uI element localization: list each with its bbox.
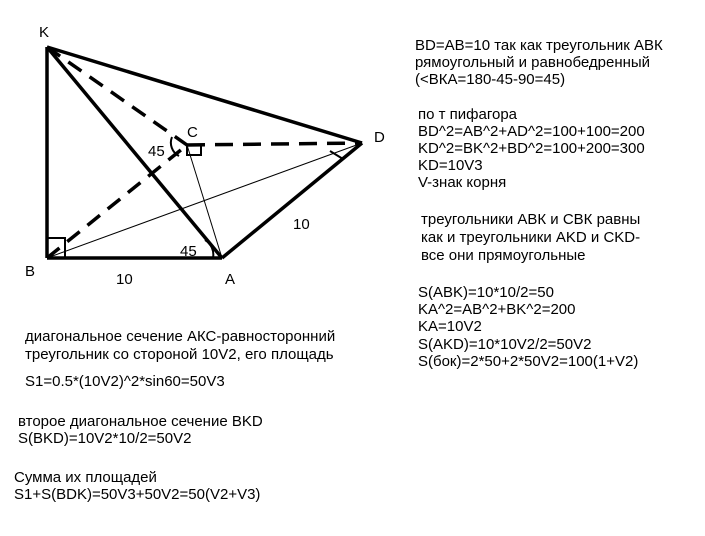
angle-label-c: 45 bbox=[148, 143, 165, 160]
edge-kd bbox=[47, 47, 362, 143]
note-line: BD=AB=10 так как треугольник АВК bbox=[415, 37, 663, 54]
note-line: S1=0.5*(10V2)^2*sin60=50V3 bbox=[25, 373, 225, 390]
note-line: рямоугольный и равнобедренный bbox=[415, 54, 651, 71]
note-line: по т пифагора bbox=[418, 106, 518, 123]
edge-ad bbox=[222, 143, 362, 258]
angle-arc-a bbox=[205, 240, 213, 258]
note-line: Сумма их площадей bbox=[14, 469, 157, 486]
note-line: S(ABK)=10*10/2=50 bbox=[418, 284, 554, 301]
note-line: V-знак корня bbox=[418, 174, 507, 191]
point-label-d: D bbox=[374, 129, 385, 146]
note-line: BD^2=AB^2+AD^2=100+100=200 bbox=[418, 123, 645, 140]
edge-bc bbox=[47, 145, 187, 258]
note-line: треугольники АВК и СВК равны bbox=[421, 211, 641, 228]
edge-label-ad: 10 bbox=[293, 216, 310, 233]
point-label-b: B bbox=[25, 263, 36, 280]
note-line: треугольник со стороной 10V2, его площадь bbox=[25, 346, 334, 363]
note-line: все они прямоугольные bbox=[421, 247, 586, 264]
point-label-c: C bbox=[187, 124, 198, 141]
note-line: S(BKD)=10V2*10/2=50V2 bbox=[18, 430, 192, 447]
note-line: (<ВКА=180-45-90=45) bbox=[415, 71, 566, 88]
angle-label-a: 45 bbox=[180, 243, 197, 260]
note-line: S(AKD)=10*10V2/2=50V2 bbox=[418, 336, 592, 353]
note-line: S1+S(BDK)=50V3+50V2=50(V2+V3) bbox=[14, 486, 261, 503]
point-label-k: K bbox=[39, 24, 50, 41]
note-line: KA=10V2 bbox=[418, 318, 482, 335]
note-line: диагональное сечение АКС-равносторонний bbox=[25, 328, 336, 345]
note-line: S(бок)=2*50+2*50V2=100(1+V2) bbox=[418, 353, 639, 370]
note-line: KD^2=BK^2+BD^2=100+200=300 bbox=[418, 140, 645, 157]
edge-cd bbox=[187, 143, 362, 145]
point-label-a: A bbox=[225, 271, 236, 288]
note-line: KD=10V3 bbox=[418, 157, 483, 174]
edge-label-ba: 10 bbox=[116, 271, 133, 288]
diagonal-ac bbox=[187, 145, 222, 258]
note-line: как и треугольники AKD и CKD- bbox=[421, 229, 641, 246]
note-line: второе диагональное сечение BKD bbox=[18, 413, 263, 430]
note-line: KA^2=AB^2+BK^2=200 bbox=[418, 301, 576, 318]
